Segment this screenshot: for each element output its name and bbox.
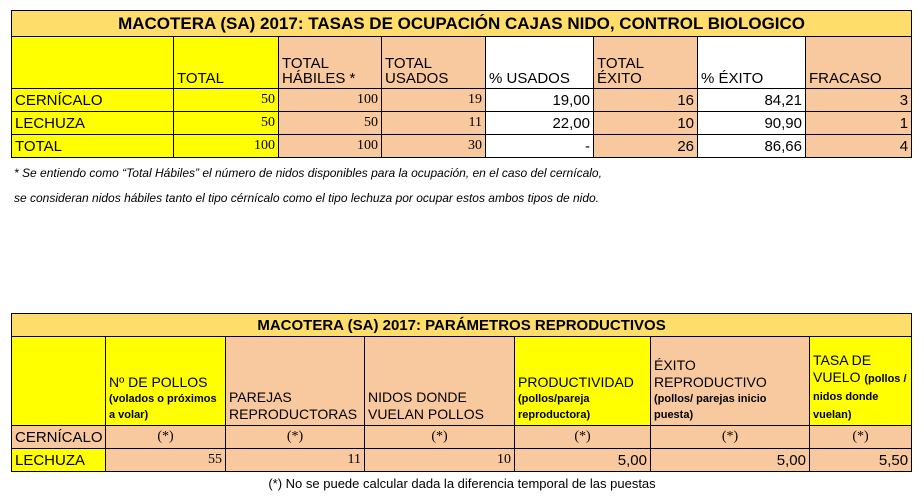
header-pct-usados: % USADOS [486,37,594,89]
table-row [12,449,912,472]
cell-exito: 10 [594,112,698,135]
cell-nidos: (*) [365,426,515,449]
cell-usados: 30 [382,135,486,158]
reproduction-table [11,313,912,472]
header-exito-reproductivo: ÉXITO REPRODUCTIVO (pollos/ parejas inicio puesta) [651,337,810,426]
header-productividad: PRODUCTIVIDAD (pollos/pareja reproductora) [515,337,651,426]
table-row [12,135,912,158]
header-tasa-vuelo: TASA DE VUELO (pollos / nidos donde vuelan) [810,337,912,426]
header-fracaso: FRACASO [806,37,912,89]
cell-total: 100 [174,135,279,158]
table-row [12,426,912,449]
cell-exito-reproductivo: (*) [651,426,810,449]
cell-fracaso: 3 [806,89,912,112]
header-total: TOTAL [174,37,279,89]
cell-fracaso: 1 [806,112,912,135]
reproduction-title: MACOTERA (SA) 2017: PARÁMETROS REPRODUCTIVOS [12,314,912,337]
cell-tasa-vuelo: (*) [810,426,912,449]
reproduction-footnote: (*) No se puede calcular dada la diferencia temporal de las puestas [268,476,656,491]
cell-pct-exito: 86,66 [698,135,806,158]
cell-exito: 26 [594,135,698,158]
cell-habiles: 100 [279,135,382,158]
cell-exito-reproductivo: 5,00 [651,449,810,472]
cell-usados: 11 [382,112,486,135]
cell-total: 50 [174,89,279,112]
cell-parejas: 11 [226,449,365,472]
occupancy-header-row [12,37,912,89]
reproduction-header-row [12,337,912,426]
occupancy-note-line1: * Se entiendo como “Total Hábiles” el número de nidos disponibles para la ocupación, en el caso del cernícalo, [14,166,602,180]
header-usados: TOTAL USADOS [382,37,486,89]
cell-productividad: (*) [515,426,651,449]
header-empty [12,37,174,89]
cell-total: 50 [174,112,279,135]
cell-tasa-vuelo: 5,50 [810,449,912,472]
cell-habiles: 50 [279,112,382,135]
cell-parejas: (*) [226,426,365,449]
cell-habiles: 100 [279,89,382,112]
cell-exito: 16 [594,89,698,112]
table-row [12,89,912,112]
cell-pct-usados: 19,00 [486,89,594,112]
cell-pct-usados: - [486,135,594,158]
cell-pct-exito: 84,21 [698,89,806,112]
cell-productividad: 5,00 [515,449,651,472]
header-habiles: TOTAL HÁBILES * [279,37,382,89]
row-label: LECHUZA [12,112,174,135]
header-exito: TOTAL ÉXITO [594,37,698,89]
cell-pct-usados: 22,00 [486,112,594,135]
cell-usados: 19 [382,89,486,112]
row-label: CERNÍCALO [12,89,174,112]
table-row [12,112,912,135]
row-label: LECHUZA [12,449,106,472]
cell-nidos: 10 [365,449,515,472]
header-parejas: PAREJAS REPRODUCTORAS [226,337,365,426]
row-label: CERNÍCALO [12,426,106,449]
header-nidos: NIDOS DONDE VUELAN POLLOS [365,337,515,426]
occupancy-table [11,10,912,158]
occupancy-title: MACOTERA (SA) 2017: TASAS DE OCUPACIÓN CAJAS NIDO, CONTROL BIOLOGICO [12,11,912,37]
cell-pollos: 55 [106,449,226,472]
header-pct-exito: % ÉXITO [698,37,806,89]
cell-fracaso: 4 [806,135,912,158]
row-label: TOTAL [12,135,174,158]
cell-pct-exito: 90,90 [698,112,806,135]
cell-pollos: (*) [106,426,226,449]
occupancy-note-line2: se consideran nidos hábiles tanto el tipo cérnícalo como el tipo lechuza por ocupar estos ambos tipos de nido. [14,191,600,205]
header-empty [12,337,106,426]
header-pollos: Nº DE POLLOS (volados o próximos a volar) [106,337,226,426]
